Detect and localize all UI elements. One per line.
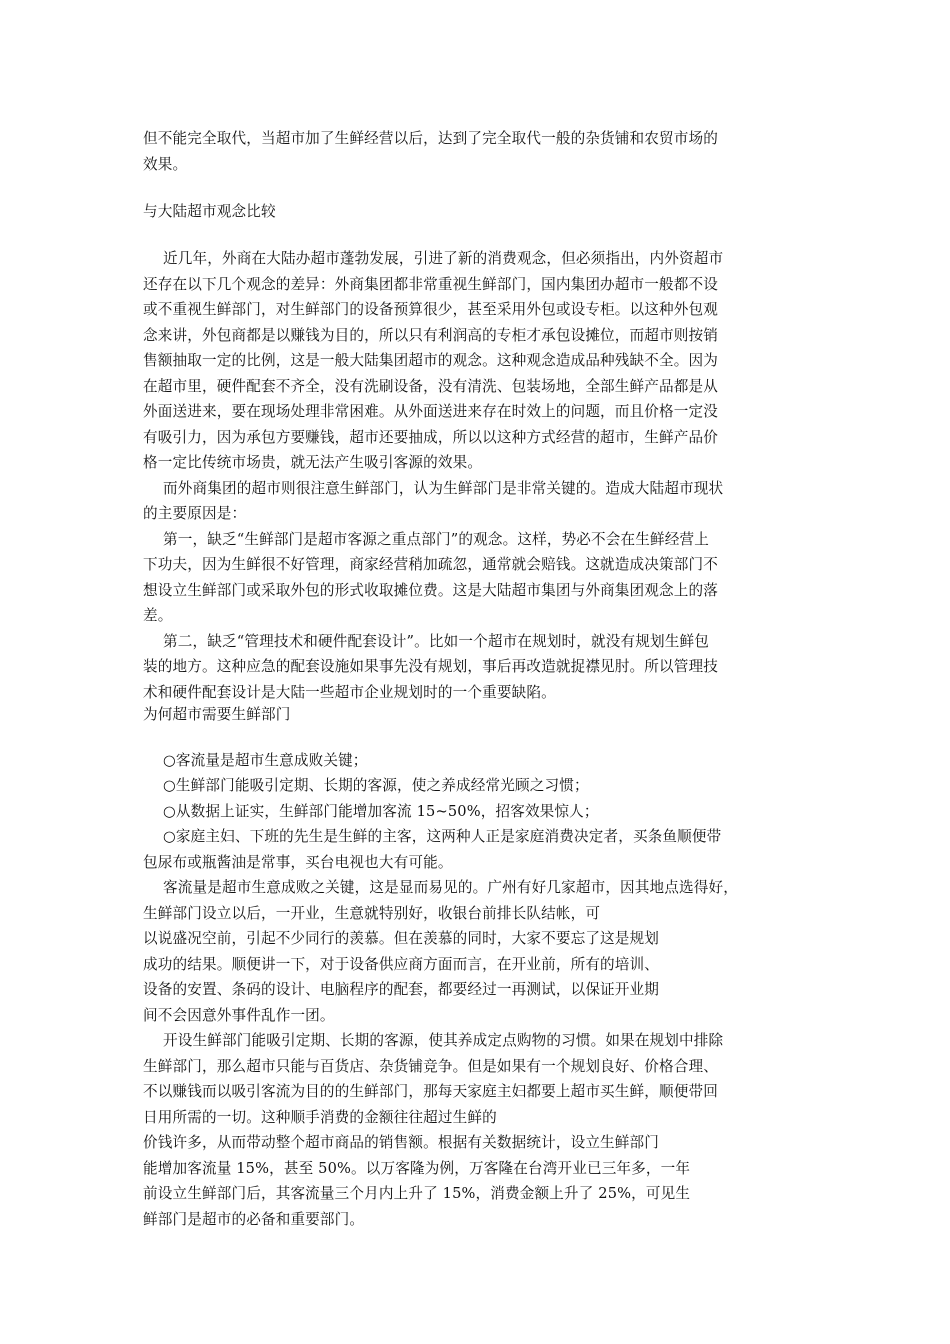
- paragraph-line: 装的地方。这种应急的配套设施如果事先没有规划，事后再改造就捉襟见肘。所以管理技: [143, 658, 719, 675]
- paragraph-line: 或不重视生鲜部门，对生鲜部门的设备预算很少，甚至采用外包或设专柜。以这种外包观: [143, 301, 719, 318]
- text-line: 但不能完全取代，当超市加了生鲜经营以后，达到了完全取代一般的杂货铺和农贸市场的: [143, 130, 719, 147]
- paragraph-line: 客流量是超市生意成败之关键，这是显而易见的。广州有好几家超市，因其地点选得好，: [163, 879, 739, 896]
- paragraph-line: 外面送进来，要在现场处理非常困难。从外面送进来存在时效上的问题，而且价格一定没: [143, 403, 719, 420]
- paragraph-line: 还存在以下几个观念的差异：外商集团都非常重视生鲜部门，国内集团办超市一般都不设: [143, 276, 719, 293]
- paragraph-line: 成功的结果。顺便讲一下，对于设备供应商方面而言，在开业前，所有的培训、: [143, 956, 660, 973]
- paragraph-line: 设备的安置、条码的设计、电脑程序的配套，都要经过一再测试，以保证开业期: [143, 981, 660, 998]
- paragraph-line: 想设立生鲜部门或采取外包的形式收取摊位费。这是大陆超市集团与外商集团观念上的落: [143, 582, 719, 599]
- paragraph-line: 生鲜部门设立以后，一开业，生意就特别好，收银台前排长队结帐，可: [143, 905, 601, 922]
- paragraph-line: 的主要原因是：: [143, 505, 247, 522]
- paragraph-line: 术和硬件配套设计是大陆一些超市企业规划时的一个重要缺陷。: [143, 684, 556, 701]
- section-heading: 与大陆超市观念比较: [143, 203, 276, 220]
- bullet-item: ○生鲜部门能吸引定期、长期的客源，使之养成经常光顾之习惯；: [163, 777, 589, 794]
- paragraph-line: 格一定比传统市场贵，就无法产生吸引客源的效果。: [143, 454, 483, 471]
- paragraph-line: 而外商集团的超市则很注意生鲜部门，认为生鲜部门是非常关键的。造成大陆超市现状: [163, 480, 724, 497]
- paragraph-line: 间不会因意外事件乱作一团。: [143, 1007, 335, 1024]
- paragraph-line: 售额抽取一定的比例，这是一般大陆集团超市的观念。这种观念造成品种残缺不全。因为: [143, 352, 719, 369]
- paragraph-line: 第二，缺乏“管理技术和硬件配套设计”。比如一个超市在规划时，就没有规划生鲜包: [163, 633, 709, 650]
- paragraph-line: 价钱许多，从而带动整个超市商品的销售额。根据有关数据统计，设立生鲜部门: [143, 1134, 660, 1151]
- paragraph-line: 开设生鲜部门能吸引定期、长期的客源，使其养成定点购物的习惯。如果在规划中排除: [163, 1032, 724, 1049]
- paragraph-line: 下功夫，因为生鲜很不好管理，商家经营稍加疏忽，通常就会赔钱。这就造成决策部门不: [143, 556, 719, 573]
- bullet-item: ○客流量是超市生意成败关键；: [163, 752, 368, 769]
- paragraph-line: 能增加客流量 15%，甚至 50%。以万客隆为例，万客隆在台湾开业已三年多，一年: [143, 1160, 691, 1177]
- paragraph-line: 日用所需的一切。这种顺手消费的金额往往超过生鲜的: [143, 1109, 497, 1126]
- paragraph-line: 不以赚钱而以吸引客流为目的的生鲜部门，那每天家庭主妇都要上超市买生鲜，顺便带回: [143, 1083, 719, 1100]
- paragraph-line: 念来讲，外包商都是以赚钱为目的，所以只有利润高的专柜才承包设摊位，而超市则按销: [143, 327, 719, 344]
- bullet-item-continuation: 包尿布或瓶酱油是常事，买台电视也大有可能。: [143, 854, 453, 871]
- paragraph-line: 生鲜部门，那么超市只能与百货店、杂货铺竞争。但是如果有一个规划良好、价格合理、: [143, 1058, 719, 1075]
- paragraph-line: 有吸引力，因为承包方要赚钱，超市还要抽成，所以以这种方式经营的超市，生鲜产品价: [143, 429, 719, 446]
- paragraph-line: 鲜部门是超市的必备和重要部门。: [143, 1211, 365, 1228]
- paragraph-line: 前设立生鲜部门后，其客流量三个月内上升了 15%，消费金额上升了 25%，可见生: [143, 1185, 691, 1202]
- bullet-item: ○从数据上证实，生鲜部门能增加客流 15~50%，招客效果惊人；: [163, 803, 599, 820]
- bullet-item: ○家庭主妇、下班的先生是生鲜的主客，这两种人正是家庭消费决定者，买条鱼顺便带: [163, 828, 722, 845]
- paragraph-line: 近几年，外商在大陆办超市蓬勃发展，引进了新的消费观念，但必须指出，内外资超市: [163, 250, 724, 267]
- paragraph-line: 差。: [143, 607, 173, 624]
- paragraph-line: 以说盛况空前，引起不少同行的羡慕。但在羡慕的同时，大家不要忘了这是规划: [143, 930, 660, 947]
- section-heading: 为何超市需要生鲜部门: [143, 706, 291, 723]
- text-line: 效果。: [143, 156, 188, 173]
- paragraph-line: 第一，缺乏“生鲜部门是超市客源之重点部门”的观念。这样，势必不会在生鲜经营上: [163, 531, 709, 548]
- paragraph-line: 在超市里，硬件配套不齐全，没有洗刷设备，没有清洗、包装场地，全部生鲜产品都是从: [143, 378, 719, 395]
